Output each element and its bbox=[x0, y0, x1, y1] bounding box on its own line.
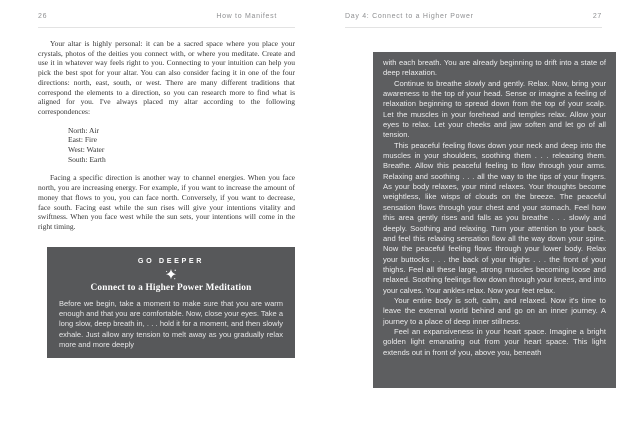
meditation-box bbox=[373, 52, 616, 388]
right-page bbox=[320, 0, 640, 426]
right-folio: 27 bbox=[592, 13, 602, 20]
meditation-paragraph: This peaceful feeling flows down your neck and deep into the muscles in your shoulders, soothing them . . . releasing them. Breathe. Allow this peaceful feeling to flow through your arms. Relaxing and soothing . . . all the way to the tips of your fingers. As your body relaxes, your mind relaxes. Your thoughts become weightless, like wisps of clouds on the breeze. The peaceful sensation flows through your chest and your stomach. Feel how this area gently rises and falls as you breathe . . . slowly and deeply. Soothing and relaxing. Turn your attention to your back, and feel this relaxing sensation flow all the way down your spine. Now the peaceful feeling flows through your lower body. Relax your buttocks . . . the back of your thighs . . . the front of your thighs. Feel all these large, strong muscles becoming loose and relaxed. Soothing feelings flow down through your knees, and into your calves. Your ankles relax. Now your feet relax. bbox=[383, 140, 606, 295]
meditation-paragraph: Your entire body is soft, calm, and relaxed. Now it's time to leave the external world behind and go on an inner journey. A journey to a place of deep inner stillness. bbox=[383, 295, 606, 326]
correspondence-list bbox=[68, 126, 295, 165]
right-page-header bbox=[345, 13, 602, 28]
left-running-head: How to Manifest bbox=[216, 13, 277, 20]
go-deeper-eyebrow: GO DEEPER bbox=[137, 255, 205, 265]
correspondence-item: West: Water bbox=[68, 145, 105, 155]
direction-paragraph: Facing a specific direction is another way to channel energies. When you face north, you are increasing energy. For example, if you want to increase the amount of money that flows to you, you can face north. Conversely, if you want to decrease, face south. Facing east while the sun rises will give your intentions vitality and swiftness. When you face west while the sun sets, your intentions will come in the right timing. bbox=[38, 173, 295, 231]
altar-paragraph: Your altar is highly personal: it can be a sacred space where you place your crystals, photos of the deities you connect with, or where you meditate. Create and use it in whatever way feels right to you. Connecting to your intuition can help you pick the best spot for your altar. You can also consider facing it in one of the four directions: north, east, south, or west. There are many different traditions that correspond the elements to a direction, so you can research more to find what is aligned for you. I've always placed my altar according to the following correspondences: bbox=[38, 39, 295, 116]
right-running-head: Day 4: Connect to a Higher Power bbox=[345, 13, 474, 20]
meditation-paragraph: Feel an expansiveness in your heart space. Imagine a bright golden light emanating out from your heart space. This light extends out in front of you, above you, beneath bbox=[383, 326, 606, 357]
left-page-header bbox=[38, 13, 295, 28]
left-folio: 26 bbox=[38, 13, 48, 20]
go-deeper-box bbox=[47, 247, 295, 358]
correspondence-item: East: Fire bbox=[68, 135, 97, 145]
meditation-paragraph: Continue to breathe slowly and gently. Relax. Now, bring your awareness to the top of your head. Sense or imagine a feeling of relaxation beginning to spread down from the top of your scalp. Let the muscles in your forehead and temples relax. Allow your eyes to relax. Let your cheeks and jaw soften and let go of all tension. bbox=[383, 78, 606, 140]
meditation-paragraph: with each breath. You are already beginning to drift into a state of deep relaxation. bbox=[383, 58, 606, 78]
correspondence-item: North: Air bbox=[68, 125, 100, 135]
correspondence-item: South: Earth bbox=[68, 154, 106, 164]
meditation-title: Connect to a Higher Power Meditation bbox=[90, 282, 252, 293]
meditation-intro: Before we begin, take a moment to make sure that you are warm enough and that you are comfortable. Now, close your eyes. Take a long slow, deep breath in, . . . hold it for a moment, and then slowly exhale. Just allow any tension to melt away as you gradually relax more and more deeply bbox=[59, 298, 283, 350]
sparkle-icon bbox=[59, 268, 283, 281]
